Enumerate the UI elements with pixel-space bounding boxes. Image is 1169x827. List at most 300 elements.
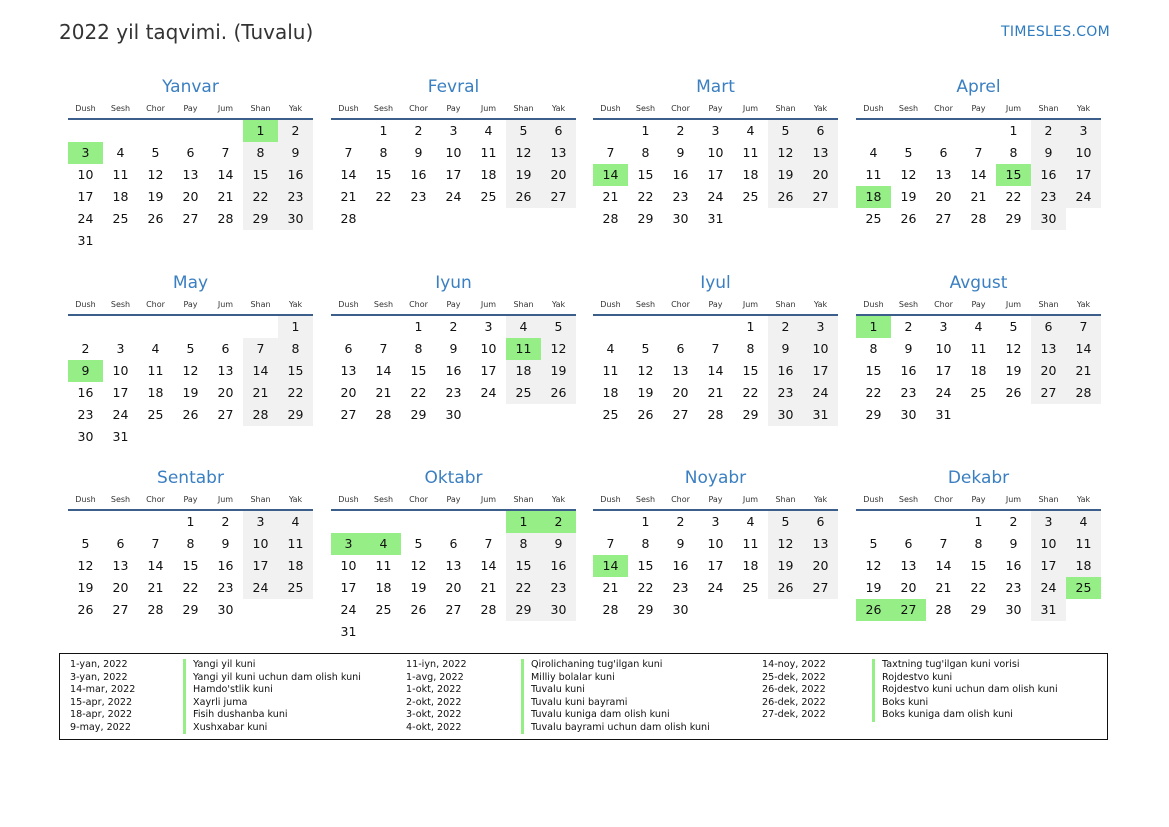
weekday-header — [856, 493, 1101, 511]
day-cell: 15 — [637, 558, 654, 573]
day-cell: 20 — [1031, 360, 1066, 382]
legend-holiday-name: Tuvalu kuni — [521, 684, 585, 697]
day-cell: 7 — [221, 145, 230, 160]
holiday-day-cell: 1 — [243, 120, 278, 142]
day-cell: 4 — [484, 123, 493, 138]
day-cell: 4 — [869, 145, 878, 160]
day-cell: 26 — [147, 211, 164, 226]
day-cell: 19 — [541, 360, 576, 382]
day-cell: 14 — [147, 558, 164, 573]
day-cell: 7 — [1066, 316, 1101, 338]
day-cell: 21 — [970, 189, 987, 204]
site-logo-link[interactable]: TIMESLES.COM — [1001, 24, 1110, 40]
holiday-day-cell: 14 — [593, 164, 628, 186]
day-cell: 8 — [1009, 145, 1018, 160]
weekday-label: Sesh — [898, 300, 919, 309]
day-cell: 26 — [182, 407, 199, 422]
weekday-label: Jum — [480, 104, 497, 113]
empty-day-cell — [103, 316, 138, 338]
day-cell: 16 — [1005, 558, 1022, 573]
weekday-label: Sesh — [110, 104, 131, 113]
day-cell: 15 — [637, 167, 654, 182]
weekday-label: Pay — [183, 495, 198, 504]
day-cell: 28 — [375, 407, 392, 422]
day-cell: 1 — [186, 514, 195, 529]
day-cell: 2 — [221, 514, 230, 529]
month-dekabr — [856, 463, 1101, 621]
day-cell: 3 — [939, 319, 948, 334]
day-cell: 24 — [803, 382, 838, 404]
weekday-label: Pay — [183, 104, 198, 113]
day-cell: 31 — [77, 233, 94, 248]
day-cell: 8 — [414, 341, 423, 356]
day-cell: 31 — [112, 429, 129, 444]
day-cell: 29 — [243, 208, 278, 230]
weekday-label: Sesh — [635, 495, 656, 504]
day-cell: 11 — [865, 167, 882, 182]
day-cell: 31 — [803, 404, 838, 426]
month-iyun — [331, 268, 576, 426]
holiday-day-cell: 14 — [593, 555, 628, 577]
day-cell: 23 — [77, 407, 94, 422]
day-cell: 27 — [217, 407, 234, 422]
day-cell: 20 — [217, 385, 234, 400]
day-cell: 19 — [1005, 363, 1022, 378]
day-cell: 3 — [1031, 511, 1066, 533]
day-cell: 25 — [970, 385, 987, 400]
day-cell: 20 — [445, 580, 462, 595]
day-cell: 22 — [637, 580, 654, 595]
weekday-header — [856, 102, 1101, 120]
day-cell: 22 — [182, 580, 199, 595]
day-cell: 15 — [506, 555, 541, 577]
day-cell: 16 — [672, 167, 689, 182]
empty-day-cell — [138, 120, 173, 142]
days-grid — [856, 511, 1101, 621]
legend-holiday-name: Boks kuni — [872, 697, 928, 710]
day-cell: 10 — [340, 558, 357, 573]
day-cell: 27 — [541, 186, 576, 208]
day-cell: 18 — [742, 167, 759, 182]
day-cell: 18 — [112, 189, 129, 204]
weekday-label: Jum — [1005, 300, 1022, 309]
day-cell: 4 — [116, 145, 125, 160]
weekday-label: Jum — [480, 300, 497, 309]
day-cell: 24 — [480, 385, 497, 400]
day-cell: 29 — [742, 407, 759, 422]
day-cell: 26 — [637, 407, 654, 422]
day-cell: 21 — [243, 382, 278, 404]
day-cell: 4 — [278, 511, 313, 533]
day-cell: 11 — [742, 145, 759, 160]
day-cell: 22 — [1005, 189, 1022, 204]
weekday-label: Jum — [1005, 104, 1022, 113]
day-cell: 23 — [541, 577, 576, 599]
day-cell: 9 — [904, 341, 913, 356]
day-cell: 30 — [900, 407, 917, 422]
day-cell: 22 — [375, 189, 392, 204]
day-cell: 17 — [1031, 555, 1066, 577]
day-cell: 29 — [865, 407, 882, 422]
day-cell: 20 — [340, 385, 357, 400]
day-cell: 7 — [243, 338, 278, 360]
day-cell: 11 — [278, 533, 313, 555]
weekday-label: Shan — [513, 300, 534, 309]
day-cell: 7 — [974, 145, 983, 160]
day-cell: 20 — [112, 580, 129, 595]
weekday-label: Dush — [863, 495, 884, 504]
weekday-header — [68, 493, 313, 511]
day-cell: 30 — [445, 407, 462, 422]
day-cell: 5 — [768, 511, 803, 533]
day-cell: 29 — [410, 407, 427, 422]
day-cell: 2 — [449, 319, 458, 334]
day-cell: 29 — [1005, 211, 1022, 226]
day-cell: 26 — [1005, 385, 1022, 400]
day-cell: 2 — [1009, 514, 1018, 529]
day-cell: 5 — [151, 145, 160, 160]
day-cell: 10 — [445, 145, 462, 160]
empty-day-cell — [68, 316, 103, 338]
day-cell: 24 — [1066, 186, 1101, 208]
day-cell: 9 — [768, 338, 803, 360]
weekday-label: Jum — [742, 495, 759, 504]
month-name: Noyabr — [684, 468, 747, 488]
day-cell: 21 — [340, 189, 357, 204]
day-cell: 15 — [742, 363, 759, 378]
day-cell: 5 — [541, 316, 576, 338]
day-cell: 18 — [147, 385, 164, 400]
day-cell: 26 — [506, 186, 541, 208]
day-cell: 6 — [904, 536, 913, 551]
day-cell: 27 — [935, 211, 952, 226]
day-cell: 24 — [445, 189, 462, 204]
day-cell: 23 — [1031, 186, 1066, 208]
day-cell: 13 — [217, 363, 234, 378]
weekday-label: Dush — [863, 300, 884, 309]
day-cell: 12 — [182, 363, 199, 378]
day-cell: 26 — [541, 382, 576, 404]
day-cell: 21 — [375, 385, 392, 400]
day-cell: 21 — [147, 580, 164, 595]
day-cell: 13 — [112, 558, 129, 573]
day-cell: 1 — [974, 514, 983, 529]
day-cell: 15 — [410, 363, 427, 378]
day-cell: 23 — [445, 385, 462, 400]
day-cell: 7 — [151, 536, 160, 551]
day-cell: 27 — [1031, 382, 1066, 404]
weekday-label: Yak — [551, 104, 566, 113]
holiday-day-cell: 11 — [506, 338, 541, 360]
month-name: Sentabr — [157, 468, 224, 488]
empty-day-cell — [593, 120, 628, 142]
day-cell: 8 — [278, 338, 313, 360]
day-cell: 13 — [541, 142, 576, 164]
day-cell: 6 — [939, 145, 948, 160]
day-cell: 10 — [1031, 533, 1066, 555]
day-cell: 12 — [768, 533, 803, 555]
day-cell: 10 — [707, 536, 724, 551]
day-cell: 4 — [606, 341, 615, 356]
weekday-label: Shan — [250, 300, 271, 309]
day-cell: 7 — [606, 536, 615, 551]
weekday-label: Yak — [1076, 300, 1091, 309]
day-cell: 9 — [1009, 536, 1018, 551]
empty-day-cell — [103, 120, 138, 142]
legend-holiday-name: Yangi yil kuni — [183, 659, 255, 672]
empty-day-cell — [138, 316, 173, 338]
day-cell: 17 — [803, 360, 838, 382]
weekday-label: Dush — [75, 300, 96, 309]
holiday-day-cell: 1 — [506, 511, 541, 533]
day-cell: 23 — [278, 186, 313, 208]
empty-day-cell — [926, 511, 961, 533]
day-cell: 6 — [541, 120, 576, 142]
day-cell: 2 — [414, 123, 423, 138]
day-cell: 23 — [410, 189, 427, 204]
day-cell: 22 — [742, 385, 759, 400]
day-cell: 25 — [375, 602, 392, 617]
legend-date: 1-yan, 2022 — [70, 659, 128, 670]
day-cell: 11 — [147, 363, 164, 378]
day-cell: 24 — [112, 407, 129, 422]
holiday-day-cell: 4 — [366, 533, 401, 555]
day-cell: 9 — [541, 533, 576, 555]
day-cell: 26 — [768, 186, 803, 208]
day-cell: 16 — [900, 363, 917, 378]
day-cell: 9 — [676, 536, 685, 551]
day-cell: 4 — [1066, 511, 1101, 533]
day-cell: 12 — [77, 558, 94, 573]
day-cell: 22 — [243, 186, 278, 208]
weekday-label: Jum — [217, 104, 234, 113]
weekday-label: Pay — [183, 300, 198, 309]
month-name: Avgust — [949, 273, 1008, 293]
day-cell: 28 — [602, 602, 619, 617]
day-cell: 18 — [1066, 555, 1101, 577]
weekday-label: Sesh — [898, 495, 919, 504]
day-cell: 24 — [243, 577, 278, 599]
day-cell: 9 — [449, 341, 458, 356]
day-cell: 4 — [746, 123, 755, 138]
day-cell: 30 — [77, 429, 94, 444]
day-cell: 27 — [340, 407, 357, 422]
day-cell: 16 — [445, 363, 462, 378]
day-cell: 17 — [935, 363, 952, 378]
day-cell: 20 — [541, 164, 576, 186]
empty-day-cell — [698, 316, 733, 338]
empty-day-cell — [366, 316, 401, 338]
weekday-label: Chor — [671, 300, 690, 309]
weekday-label: Pay — [971, 104, 986, 113]
day-cell: 31 — [1031, 599, 1066, 621]
weekday-label: Pay — [708, 104, 723, 113]
day-cell: 28 — [147, 602, 164, 617]
holiday-legend — [59, 653, 1108, 740]
empty-day-cell — [471, 511, 506, 533]
day-cell: 7 — [606, 145, 615, 160]
weekday-label: Dush — [338, 495, 359, 504]
days-grid — [593, 120, 838, 230]
day-cell: 16 — [217, 558, 234, 573]
days-grid — [856, 120, 1101, 230]
day-cell: 1 — [641, 514, 650, 529]
weekday-label: Yak — [551, 300, 566, 309]
day-cell: 6 — [186, 145, 195, 160]
empty-day-cell — [628, 316, 663, 338]
weekday-label: Yak — [1076, 495, 1091, 504]
day-cell: 2 — [768, 316, 803, 338]
day-cell: 13 — [672, 363, 689, 378]
days-grid — [331, 511, 576, 643]
day-cell: 20 — [803, 164, 838, 186]
weekday-header — [593, 298, 838, 316]
day-cell: 22 — [278, 382, 313, 404]
day-cell: 13 — [935, 167, 952, 182]
weekday-label: Jum — [742, 104, 759, 113]
legend-date: 1-okt, 2022 — [406, 684, 462, 695]
empty-day-cell — [331, 511, 366, 533]
days-grid — [68, 316, 313, 448]
holiday-day-cell: 2 — [541, 511, 576, 533]
legend-date: 25-dek, 2022 — [762, 671, 826, 683]
legend-date: 4-okt, 2022 — [406, 721, 462, 733]
day-cell: 11 — [112, 167, 129, 182]
day-cell: 19 — [900, 189, 917, 204]
day-cell: 19 — [768, 164, 803, 186]
weekday-label: Chor — [934, 300, 953, 309]
day-cell: 19 — [637, 385, 654, 400]
legend-date: 18-apr, 2022 — [70, 709, 133, 720]
month-name: Yanvar — [162, 77, 219, 97]
weekday-header — [331, 298, 576, 316]
day-cell: 29 — [970, 602, 987, 617]
empty-day-cell — [891, 120, 926, 142]
day-cell: 17 — [77, 189, 94, 204]
day-cell: 18 — [742, 558, 759, 573]
day-cell: 1 — [641, 123, 650, 138]
month-iyul — [593, 268, 838, 426]
legend-date: 3-okt, 2022 — [406, 709, 462, 720]
day-cell: 21 — [217, 189, 234, 204]
weekday-label: Sesh — [373, 495, 394, 504]
day-cell: 10 — [480, 341, 497, 356]
day-cell: 15 — [243, 164, 278, 186]
empty-day-cell — [68, 120, 103, 142]
weekday-label: Dush — [863, 104, 884, 113]
day-cell: 30 — [672, 211, 689, 226]
day-cell: 24 — [707, 580, 724, 595]
day-cell: 28 — [217, 211, 234, 226]
weekday-label: Dush — [600, 104, 621, 113]
day-cell: 25 — [742, 189, 759, 204]
legend-holiday-name: Xushxabar kuni — [183, 722, 267, 735]
empty-day-cell — [366, 511, 401, 533]
day-cell: 7 — [711, 341, 720, 356]
day-cell: 3 — [1066, 120, 1101, 142]
day-cell: 31 — [707, 211, 724, 226]
day-cell: 3 — [484, 319, 493, 334]
day-cell: 14 — [243, 360, 278, 382]
month-oktabr — [331, 463, 576, 643]
day-cell: 2 — [1031, 120, 1066, 142]
legend-date: 14-noy, 2022 — [762, 659, 826, 670]
weekday-label: Sesh — [373, 104, 394, 113]
day-cell: 6 — [803, 511, 838, 533]
legend-date: 1-avg, 2022 — [406, 671, 464, 683]
day-cell: 8 — [641, 536, 650, 551]
day-cell: 2 — [81, 341, 90, 356]
weekday-label: Chor — [146, 495, 165, 504]
weekday-label: Sesh — [110, 495, 131, 504]
day-cell: 6 — [1031, 316, 1066, 338]
weekday-header — [68, 102, 313, 120]
weekday-label: Chor — [146, 300, 165, 309]
legend-holiday-name: Fisih dushanba kuni — [183, 709, 288, 722]
month-name: Iyul — [700, 273, 731, 293]
day-cell: 8 — [186, 536, 195, 551]
day-cell: 5 — [414, 536, 423, 551]
day-cell: 22 — [637, 189, 654, 204]
weekday-label: Yak — [288, 104, 303, 113]
day-cell: 5 — [1009, 319, 1018, 334]
day-cell: 6 — [676, 341, 685, 356]
day-cell: 14 — [1066, 338, 1101, 360]
day-cell: 30 — [1031, 208, 1066, 230]
day-cell: 12 — [541, 338, 576, 360]
day-cell: 1 — [1009, 123, 1018, 138]
day-cell: 24 — [707, 189, 724, 204]
day-cell: 15 — [182, 558, 199, 573]
day-cell: 22 — [410, 385, 427, 400]
legend-date: 11-iyn, 2022 — [406, 659, 467, 670]
empty-day-cell — [331, 120, 366, 142]
day-cell: 10 — [1066, 142, 1101, 164]
empty-day-cell — [331, 316, 366, 338]
day-cell: 23 — [900, 385, 917, 400]
day-cell: 18 — [970, 363, 987, 378]
month-name: Fevral — [427, 77, 480, 97]
day-cell: 5 — [506, 120, 541, 142]
weekday-label: Yak — [1076, 104, 1091, 113]
empty-day-cell — [436, 511, 471, 533]
day-cell: 22 — [506, 577, 541, 599]
holiday-day-cell: 15 — [996, 164, 1031, 186]
weekday-label: Chor — [671, 104, 690, 113]
day-cell: 24 — [340, 602, 357, 617]
day-cell: 12 — [637, 363, 654, 378]
holiday-day-cell: 3 — [68, 142, 103, 164]
weekday-label: Shan — [250, 104, 271, 113]
day-cell: 2 — [904, 319, 913, 334]
empty-day-cell — [68, 511, 103, 533]
legend-holiday-name: Rojdestvo kuni — [872, 672, 952, 685]
day-cell: 17 — [445, 167, 462, 182]
day-cell: 28 — [243, 404, 278, 426]
weekday-label: Yak — [813, 104, 828, 113]
weekday-label: Chor — [409, 300, 428, 309]
day-cell: 5 — [81, 536, 90, 551]
legend-date: 3-yan, 2022 — [70, 671, 128, 683]
page-title: 2022 yil taqvimi. (Tuvalu) — [59, 20, 314, 44]
day-cell: 25 — [506, 382, 541, 404]
day-cell: 21 — [602, 189, 619, 204]
day-cell: 8 — [379, 145, 388, 160]
empty-day-cell — [926, 120, 961, 142]
day-cell: 21 — [935, 580, 952, 595]
day-cell: 12 — [768, 142, 803, 164]
day-cell: 29 — [278, 404, 313, 426]
